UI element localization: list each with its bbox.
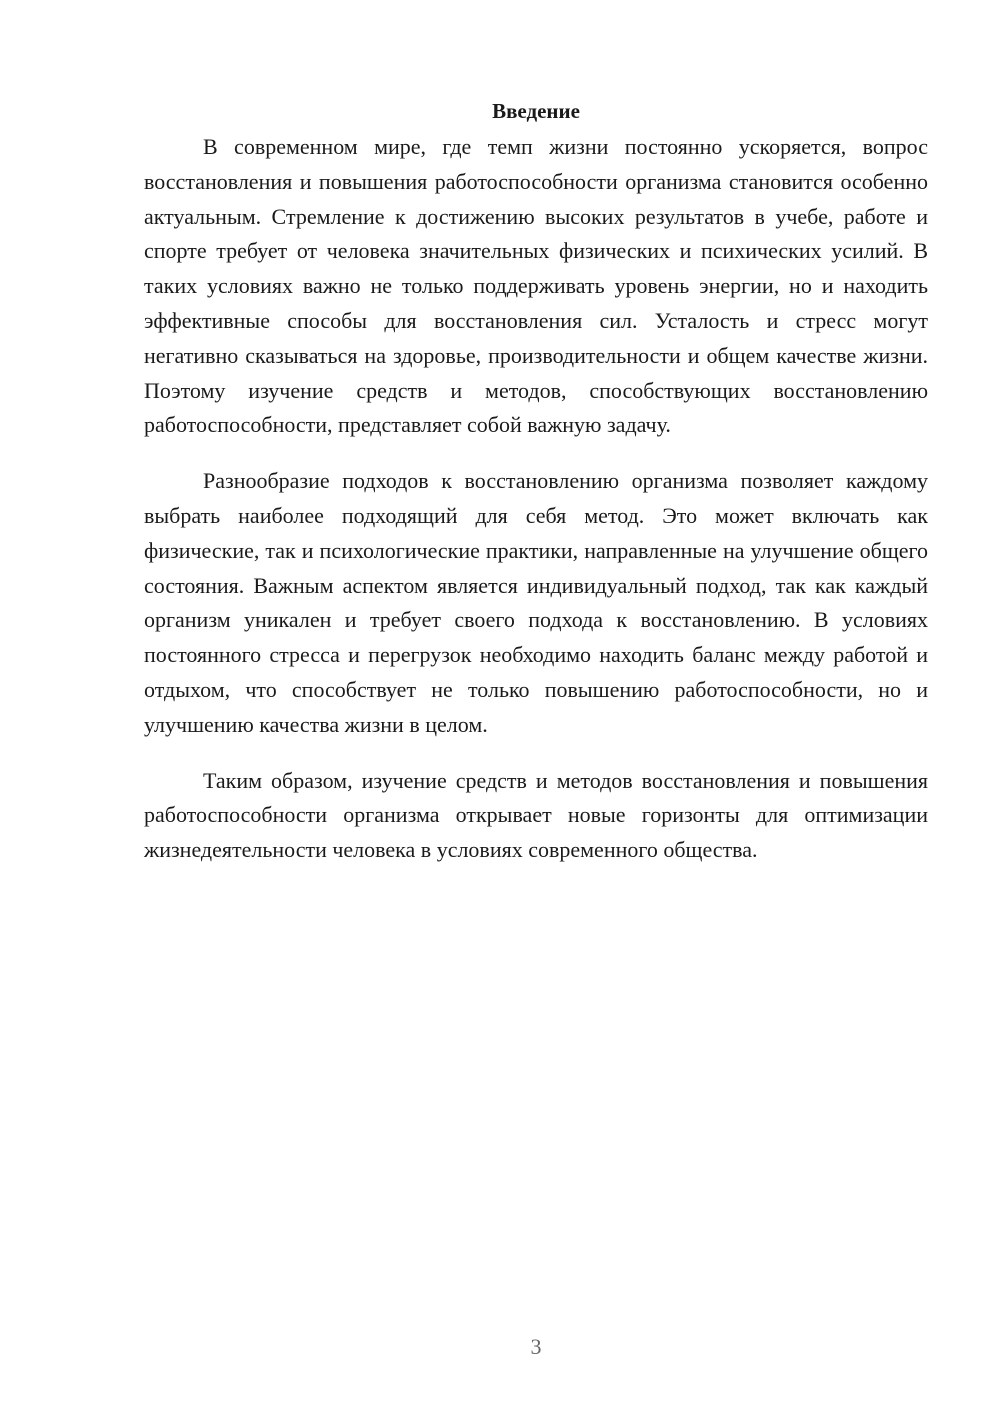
- paragraph-2: Разнообразие подходов к восстановлению организма позволяет каждому выбрать наиболее подходящий для себя метод. Это может включать как физические, так и психологические практики, направленные на улучшение общего состояния. Важным аспектом является индивидуальный подход, так как каждый организм уникален и требует своего подхода к восстановлению. В условиях постоянного стресса и перегрузок необходимо находить баланс между работой и отдыхом, что способствует не только повышению работоспособности, но и улучшению качества жизни в целом.: [144, 468, 928, 737]
- page-number: 3: [530, 1334, 542, 1359]
- paragraph-3: Таким образом, изучение средств и методов восстановления и повышения работоспособности организма открывает новые горизонты для оптимизации жизнедеятельности человека в условиях современного общества.: [144, 767, 928, 863]
- page-content: [144, 96, 928, 868]
- section-title: Введение: [492, 99, 580, 123]
- paragraph-1: В современном мире, где темп жизни постоянно ускоряется, вопрос восстановления и повышения работоспособности организма становится особенно актуальным. Стремление к достижению высоких результатов в учебе, работе и спорте требует от человека значительных физических и психических усилий. В таких условиях важно не только поддерживать уровень энергии, но и находить эффективные способы для восстановления сил. Усталость и стресс могут негативно сказываться на здоровье, производительности и общем качестве жизни. Поэтому изучение средств и методов, способствующих восстановлению работоспособности, представляет собой важную задачу.: [144, 134, 928, 438]
